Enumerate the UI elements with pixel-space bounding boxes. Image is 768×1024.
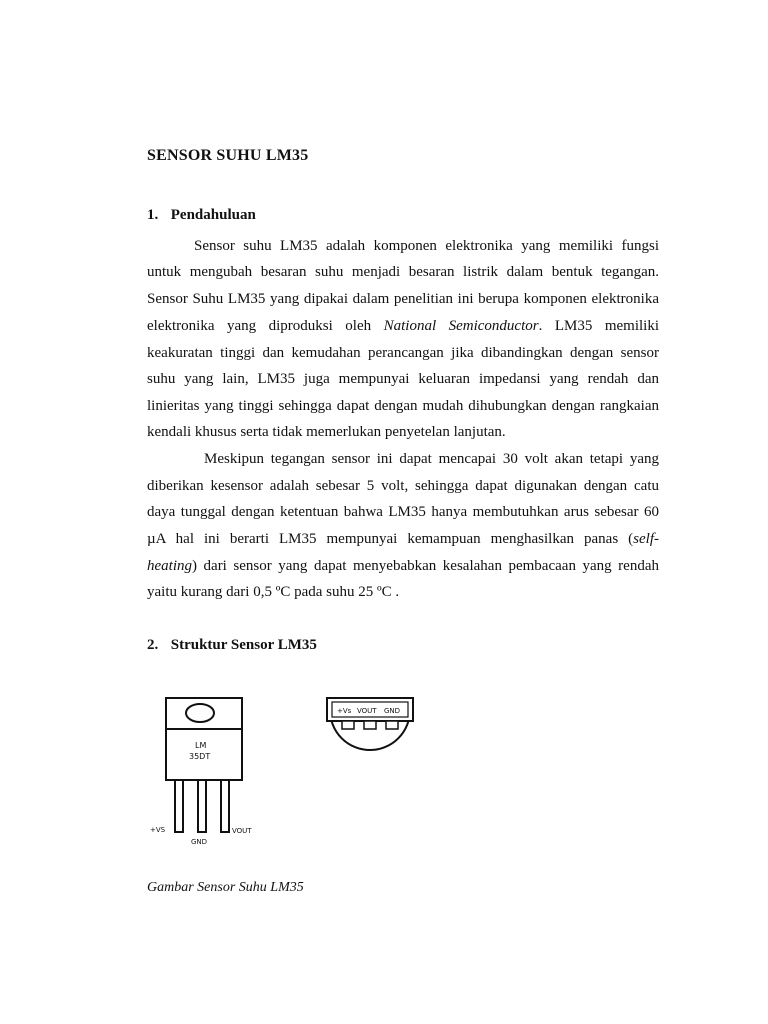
paragraph-line: Sensor Suhu LM35 yang dipakai dalam penelitian ini berupa komponen elektronika <box>147 291 659 307</box>
paragraph-line: kendali khusus serta tidak memerlukan penyetelan lanjutan. <box>147 424 506 440</box>
paragraph-line: diberikan kesensor adalah sebesar 5 volt, sehingga dapat digunakan dengan catu <box>147 478 659 494</box>
section-heading-structure <box>147 637 317 654</box>
italic-text: self- <box>633 531 659 547</box>
to220-body <box>166 698 242 780</box>
to220-pin-vout-label: VOUT <box>232 827 252 835</box>
lm35-figure <box>140 680 440 855</box>
section-heading-introduction <box>147 207 256 224</box>
paragraph-line: yaitu kurang dari 0,5 ºC pada suhu 25 ºC . <box>147 584 400 600</box>
lm35-package-drawing <box>140 680 440 855</box>
to92-pin-gnd-label: GND <box>384 707 401 715</box>
paragraph-line: untuk mengubah besaran suhu menjadi besaran listrik dalam bentuk tegangan. <box>147 264 659 280</box>
paragraph-line: linieritas yang tinggi sehingga dapat dengan mudah dihubungkan dengan rangkaian <box>147 398 659 414</box>
to92-package <box>327 698 413 750</box>
to220-marking-line2: 35DT <box>189 752 211 761</box>
text-run: elektronika yang diproduksi oleh <box>147 318 372 334</box>
paragraph-line: daya tunggal dengan ketentuan bahwa LM35 hanya membutuhkan arus sebesar 60 <box>147 504 659 520</box>
italic-text: National Semiconductor <box>383 318 539 334</box>
paragraph-line <box>147 316 659 336</box>
paragraph-line: suhu yang lain, LM35 juga mempunyai keluaran impedansi yang rendah dan <box>147 371 659 387</box>
italic-text: heating <box>147 558 192 574</box>
text-run: ) dari sensor yang dapat menyebabkan kesalahan pembacaan yang rendah <box>192 558 659 574</box>
to220-pin-vs-label: +VS <box>150 826 166 834</box>
to92-pin-2 <box>364 721 376 729</box>
to92-pin-1 <box>342 721 354 729</box>
to220-pin-1 <box>175 780 183 832</box>
to92-pin-vs-label: +Vs <box>337 707 352 715</box>
to220-package <box>150 698 252 846</box>
paragraph-line: Sensor suhu LM35 adalah komponen elektronika yang memiliki fungsi <box>194 238 659 254</box>
to92-pin-3 <box>386 721 398 729</box>
section-number: 2. <box>147 637 159 653</box>
to220-pin-3 <box>221 780 229 832</box>
text-run: µA hal ini berarti LM35 mempunyai kemampuan menghasilkan panas ( <box>147 531 634 547</box>
section-title: Struktur Sensor LM35 <box>170 637 317 653</box>
to220-pin-2 <box>198 780 206 832</box>
section-number: 1. <box>147 207 159 223</box>
paragraph-line: keakuratan tinggi dan kemudahan perancangan jika dibandingkan dengan sensor <box>147 345 659 361</box>
section-title: Pendahuluan <box>170 207 256 223</box>
paragraph-line <box>147 529 659 549</box>
to220-marking-line1: LM <box>195 741 207 750</box>
figure-caption: Gambar Sensor Suhu LM35 <box>147 880 304 895</box>
paragraph-line: Meskipun tegangan sensor ini dapat mencapai 30 volt akan tetapi yang <box>204 451 659 467</box>
paragraph-line <box>147 556 659 576</box>
document-title: SENSOR SUHU LM35 <box>147 147 309 164</box>
text-run: . LM35 memiliki <box>538 318 659 334</box>
to92-pin-vout-label: VOUT <box>357 707 377 715</box>
to220-pin-gnd-label: GND <box>191 838 208 846</box>
